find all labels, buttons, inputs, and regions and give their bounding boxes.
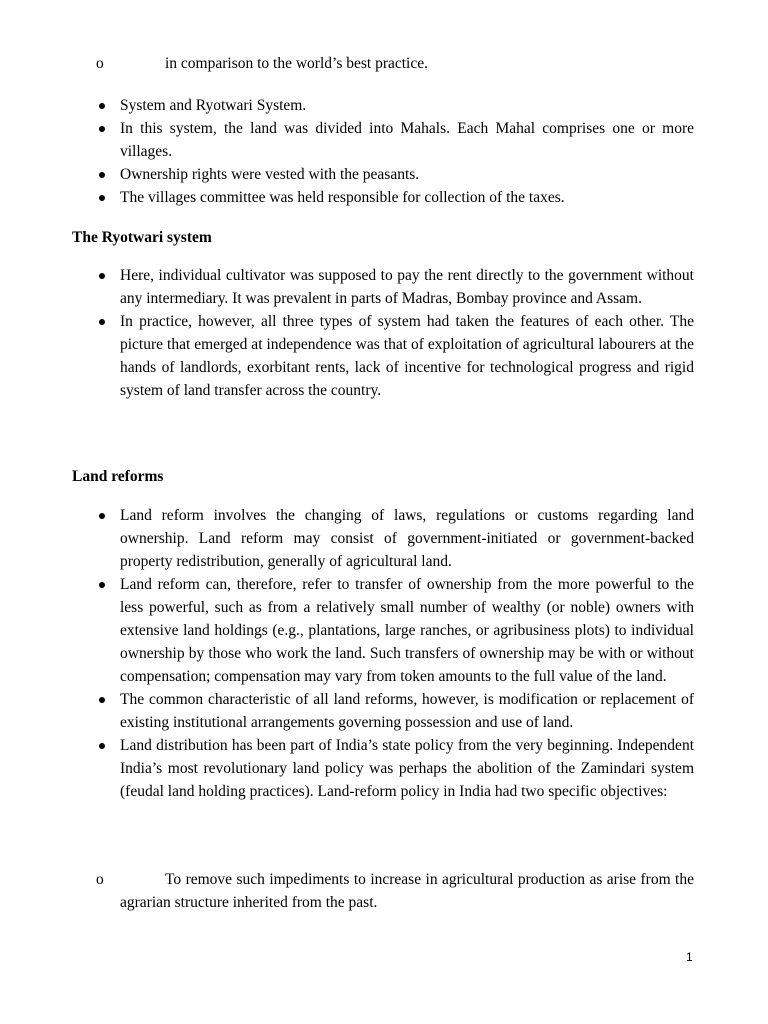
list-item: Land distribution has been part of India’s state policy from the very beginning. Independent India’s most revolutionary land policy was perhaps the abolition of the Zamindari system (feudal land holding practices). Land-reform policy in India had two specific objectives: (96, 734, 694, 803)
bullet-dot-icon (99, 697, 105, 703)
bullet-dot-icon (99, 172, 105, 178)
sub-item-bottom (96, 868, 694, 914)
sub-item-top (96, 52, 694, 75)
bullet-dot-icon (99, 743, 105, 749)
page-number: 1 (686, 950, 693, 964)
hollow-bullet-marker: o (96, 55, 104, 72)
heading-land-reforms: Land reforms (72, 468, 164, 485)
bullet-dot-icon (99, 195, 105, 201)
hollow-bullet-marker: o (96, 871, 104, 888)
list-item: Ownership rights were vested with the peasants. (96, 163, 694, 186)
bullet-dot-icon (99, 103, 105, 109)
list-item: System and Ryotwari System. (96, 94, 694, 117)
bullet-dot-icon (99, 319, 105, 325)
bullet-dot-icon (99, 273, 105, 279)
list-item: Here, individual cultivator was supposed to pay the rent directly to the government without any intermediary. It was prevalent in parts of Madras, Bombay province and Assam. (96, 264, 694, 310)
bullet-dot-icon (99, 513, 105, 519)
bullet-dot-icon (99, 582, 105, 588)
sub-item-top-text: in comparison to the world’s best practice. (165, 55, 429, 72)
sub-item-bottom-text: To remove such impediments to increase in agricultural production as arise from the agrarian structure inherited from the past. (120, 871, 694, 911)
bullet-dot-icon (99, 126, 105, 132)
list-item: The common characteristic of all land reforms, however, is modification or replacement of existing institutional arrangements governing possession and use of land. (96, 688, 694, 734)
heading-ryotwari-system: The Ryotwari system (72, 229, 212, 246)
list-item: In this system, the land was divided into Mahals. Each Mahal comprises one or more villages. (96, 117, 694, 163)
list-item: In practice, however, all three types of system had taken the features of each other. The picture that emerged at independence was that of exploitation of agricultural labourers at the hands of landlords, exorbitant rents, lack of incentive for technological progress and rigid system of land transfer across the country. (96, 310, 694, 402)
bullet-list-1 (96, 94, 694, 209)
list-item: Land reform can, therefore, refer to transfer of ownership from the more powerful to the less powerful, such as from a relatively small number of wealthy (or noble) owners with extensive land holdings (e.g., plantations, large ranches, or agribusiness plots) to individual ownership by those who work the land. Such transfers of ownership may be with or without compensation; compensation may vary from token amounts to the full value of the land. (96, 573, 694, 688)
list-item: Land reform involves the changing of laws, regulations or customs regarding land ownership. Land reform may consist of government-initiated or government-backed property redistribution, generally of agricultural land. (96, 504, 694, 573)
list-item: The villages committee was held responsible for collection of the taxes. (96, 186, 694, 209)
bullet-list-3 (96, 504, 694, 803)
bullet-list-2 (96, 264, 694, 402)
